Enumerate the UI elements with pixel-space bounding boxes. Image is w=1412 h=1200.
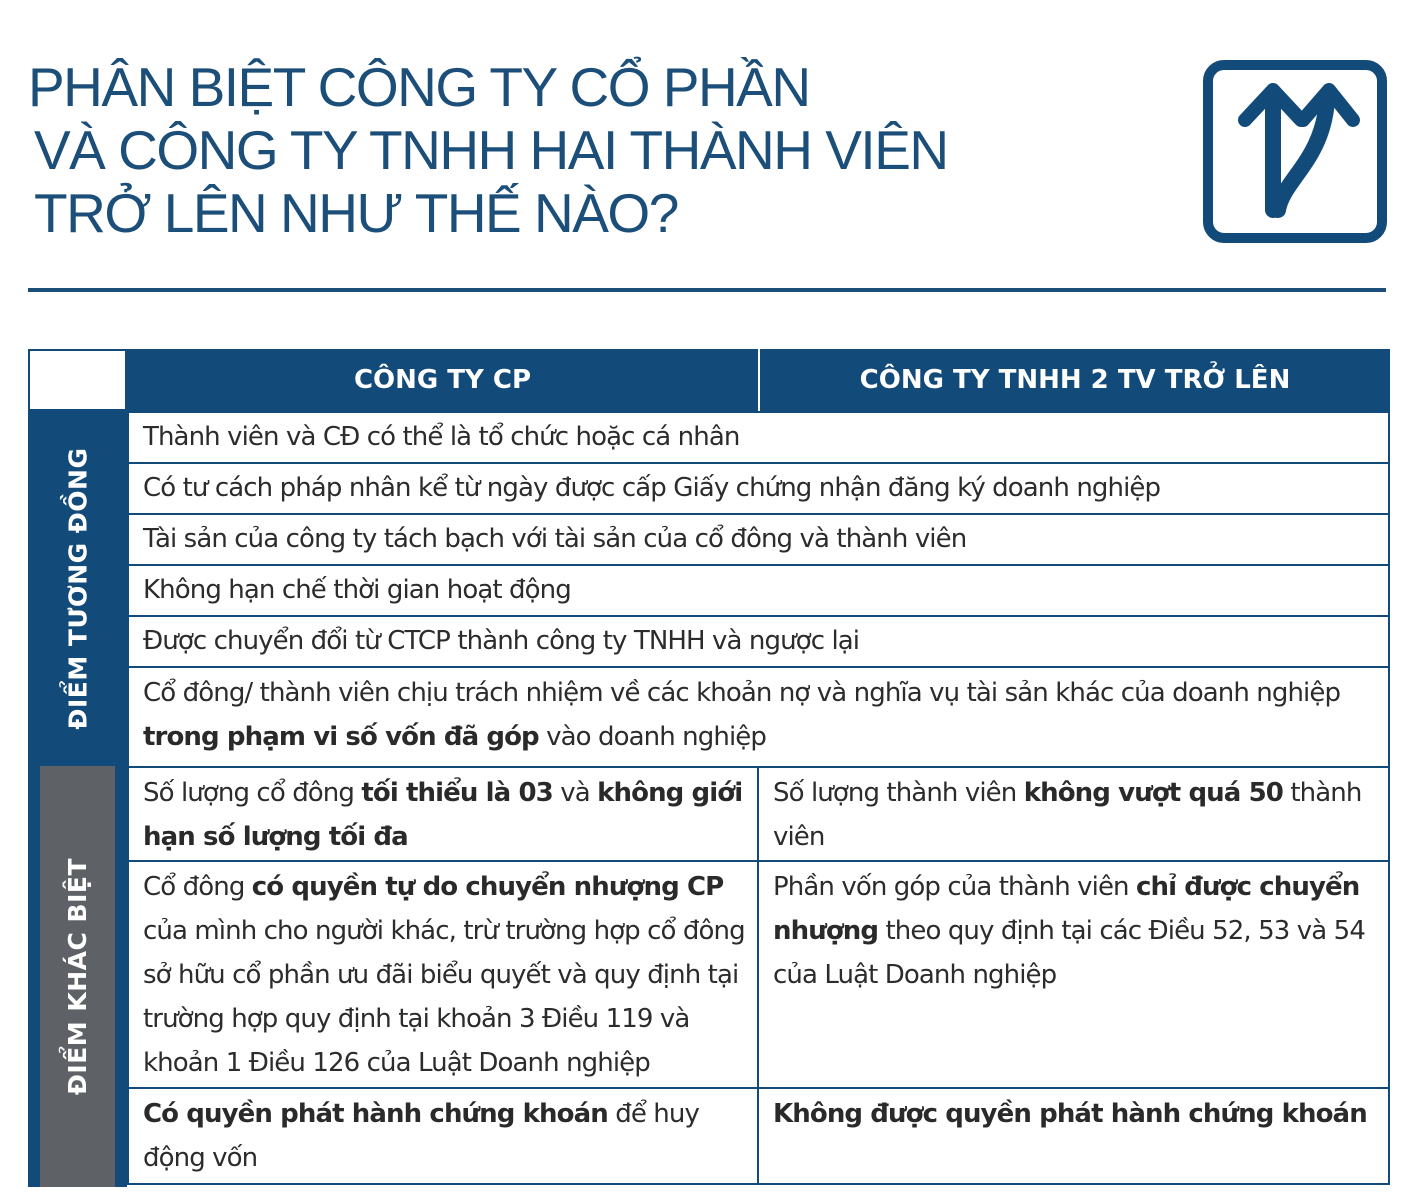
similar-row-6-text-1: Cổ đông/ thành viên chịu trách nhiệm về các khoản nợ và nghĩa vụ tài sản khác của doanh nghiệp — [143, 678, 1341, 708]
diff-row-3-tnhh-bold: Không được quyền phát hành chứng khoán — [773, 1099, 1367, 1129]
similar-row-6-bold: trong phạm vi số vốn đã góp — [143, 722, 539, 752]
section-label-different — [28, 766, 127, 1187]
column-header-tnhh: CÔNG TY TNHH 2 TV TRỞ LÊN — [758, 349, 1390, 411]
diff-row-2-tnhh — [757, 860, 1390, 1089]
diff-row-2-tnhh-text-2: theo quy định tại các Điều 52, 53 và 54 của Luật Doanh nghiệp — [773, 916, 1365, 990]
diff-row-1-tnhh-text-1: Số lượng thành viên — [773, 778, 1024, 808]
split-arrows-icon — [1203, 60, 1387, 243]
diff-row-2-tnhh-bold: chỉ được chuyển nhượng — [773, 872, 1360, 946]
diff-row-1-tnhh-text-2: thành viên — [773, 778, 1362, 852]
diff-row-3-cp-bold: Có quyền phát hành chứng khoán — [143, 1099, 608, 1129]
similar-row-3: Tài sản của công ty tách bạch với tài sản của cổ đông và thành viên — [127, 513, 1390, 566]
diff-row-2-cp — [127, 860, 759, 1089]
diff-row-2-tnhh-text-1: Phần vốn góp của thành viên — [773, 872, 1136, 902]
diff-row-1-cp-bold-2: không giới hạn số lượng tối đa — [143, 778, 743, 852]
section-label-different-text: ĐIỂM KHÁC BIỆT — [63, 857, 92, 1096]
title-line-1: PHÂN BIỆT CÔNG TY CỔ PHẦN — [28, 56, 810, 118]
title-line-2: VÀ CÔNG TY TNHH HAI THÀNH VIÊN — [34, 119, 948, 181]
similar-row-2: Có tư cách pháp nhân kể từ ngày được cấp Giấy chứng nhận đăng ký doanh nghiệp — [127, 462, 1390, 515]
similar-row-1: Thành viên và CĐ có thể là tổ chức hoặc cá nhân — [127, 411, 1390, 464]
comparison-table — [28, 349, 1390, 1187]
similar-row-4: Không hạn chế thời gian hoạt động — [127, 564, 1390, 617]
section-label-similar — [28, 411, 127, 766]
similar-row-6-text-2: vào doanh nghiệp — [538, 722, 766, 752]
diff-row-2-cp-text-1: Cổ đông — [143, 872, 252, 902]
page-title — [28, 56, 1128, 245]
diff-row-3-tnhh — [757, 1087, 1390, 1185]
diff-row-2-cp-bold: có quyền tự do chuyển nhượng CP — [251, 872, 724, 902]
diff-row-3-cp — [127, 1087, 759, 1185]
similar-row-5: Được chuyển đổi từ CTCP thành công ty TNHH và ngược lại — [127, 615, 1390, 668]
diff-row-1-cp-bold-1: tối thiểu là 03 — [361, 778, 553, 808]
diff-row-2-cp-text-2: của mình cho người khác, trừ trường hợp cổ đông sở hữu cổ phần ưu đãi biểu quyết và quy định tại trường hợp quy định tại khoản 3 Điều 119 và khoản 1 Điều 126 của Luật Doanh nghiệp — [143, 916, 745, 1078]
title-line-3: TRỞ LÊN NHƯ THẾ NÀO? — [34, 182, 678, 244]
diff-row-1-cp-text-1: Số lượng cổ đông — [143, 778, 362, 808]
diff-row-1-tnhh — [757, 766, 1390, 862]
diff-row-3-cp-text: để huy động vốn — [143, 1099, 699, 1173]
header-corner — [28, 349, 127, 411]
similar-row-6 — [127, 666, 1390, 768]
diff-row-1-cp — [127, 766, 759, 862]
column-header-cp: CÔNG TY CP — [127, 349, 758, 411]
diff-row-1-cp-text-2: và — [552, 778, 598, 808]
section-label-similar-text: ĐIỂM TƯƠNG ĐỒNG — [63, 447, 93, 730]
diff-row-1-tnhh-bold: không vượt quá 50 — [1023, 778, 1283, 808]
title-divider — [28, 288, 1386, 292]
